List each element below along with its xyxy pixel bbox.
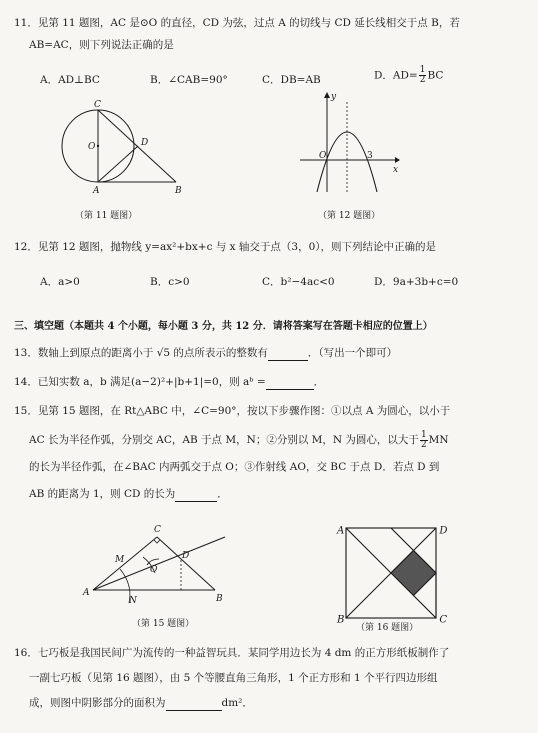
ray-ao: [93, 537, 225, 590]
label-o: O: [88, 142, 96, 152]
label-n: N: [129, 596, 137, 606]
q16-line2: 一副七巧板（见第 16 题图），由 5 个等腰直角三角形，1 个正方形和 1 个平行四边形组: [29, 672, 438, 684]
fig11-caption: （第 11 题图）: [75, 211, 138, 221]
q15-line2-tail: MN: [428, 434, 449, 446]
label-y: y: [331, 92, 337, 102]
q16-line3-text: 成，则图中阴影部分的面积为: [29, 697, 166, 709]
label-c: C: [439, 614, 448, 626]
q15-line4: [29, 487, 228, 502]
q15-fraction: [420, 431, 428, 450]
q11-option-d-fraction: [419, 66, 427, 85]
segment-ad: [98, 146, 138, 182]
q16-answer-blank[interactable]: [166, 696, 222, 711]
fig16-caption: （第 16 题图）: [356, 623, 419, 633]
section3-title: 三、填空题（本题共 4 个小题，每小题 3 分，共 12 分．请将答案写在答题卡相应的位置上）: [14, 321, 433, 332]
q15-line4-post: ．: [217, 488, 228, 500]
side-ac: [93, 537, 157, 590]
label-d: D: [182, 551, 190, 561]
q15-answer-blank[interactable]: [175, 487, 217, 502]
q12-option-b: B．c>0: [150, 276, 190, 288]
q15-line1: 15．见第 15 题图，在 Rt△ABC 中，∠C=90°，按以下步骤作图：①以点 A 为圆心，以小于: [14, 405, 451, 417]
figure-11: [60, 100, 200, 195]
right-angle-mark: [154, 540, 160, 543]
label-3: 3: [367, 151, 373, 161]
q11-line1: 11．见第 11 题图，AC 是⊙O 的直径，CD 为弦，过点 A 的切线与 CD 延长线相交于点 B，若: [14, 17, 460, 29]
q13-text-post: ．（写出一个即可）: [307, 347, 398, 359]
q13-line: [14, 346, 397, 361]
fig12-caption: （第 12 题图）: [318, 211, 381, 221]
shaded-square: [391, 551, 436, 596]
label-x: x: [393, 165, 399, 175]
q15-line2-text: AC 长为半径作弧，分别交 AC，AB 于点 M，N；②分别以 M，N 为圆心，以大于: [29, 434, 419, 446]
q12-option-c: C．b²−4ac<0: [262, 276, 335, 288]
q12-option-d: D．9a+3b+c=0: [374, 276, 459, 288]
segment-3: [414, 596, 437, 619]
label-o: O: [150, 565, 158, 575]
fig15-caption: （第 15 题图）: [132, 619, 195, 629]
label-b: B: [175, 186, 182, 196]
q15-line4-text: AB 的距离为 1，则 CD 的长为: [29, 488, 176, 500]
q11-option-d-label: D．AD=: [374, 69, 418, 82]
label-a: A: [337, 525, 345, 537]
label-a: A: [93, 186, 100, 196]
frac-den: 2: [419, 75, 426, 85]
q11-line2: AB=AC，则下列说法正确的是: [29, 39, 174, 51]
q14-line: [14, 375, 324, 390]
figure-12: [295, 92, 405, 197]
q12-line1: 12．见第 12 题图，抛物线 y=ax²+bx+c 与 x 轴交于点（3，0），则下列结论中正确的是: [14, 241, 437, 253]
label-d: D: [141, 138, 149, 148]
q15-line3: 的长为半径作弧，在∠BAC 内两弧交于点 O；③作射线 AO，交 BC 于点 D．若点 D 到: [29, 461, 440, 473]
q11-option-c: C．DB=AB: [262, 74, 321, 86]
frac-num: 1: [419, 65, 426, 75]
q16-line1: 16．七巧板是我国民间广为流传的一种益智玩具．某同学用边长为 4 dm 的正方形纸板制作了: [14, 647, 450, 659]
figure-15: [85, 515, 240, 605]
center-dot: [97, 145, 99, 147]
q14-text: 14．已知实数 a，b 满足(a−2)²+|b+1|=0，则 aᵇ =: [14, 376, 266, 388]
label-d: D: [439, 525, 448, 537]
q12-option-a: A．a>0: [40, 276, 80, 288]
label-m: M: [115, 555, 125, 565]
label-b: B: [216, 594, 223, 604]
q14-answer-blank[interactable]: [266, 375, 314, 390]
q16-line3-post: dm²．: [221, 697, 253, 709]
q13-answer-blank[interactable]: [268, 346, 308, 361]
frac-den: 2: [420, 439, 427, 450]
frac-num: 1: [420, 429, 427, 440]
label-b: B: [337, 614, 345, 626]
figure-16: [337, 525, 448, 626]
y-axis-arrow: [324, 92, 330, 98]
q13-text: 13．数轴上到原点的距离小于 √5 的点所表示的整数有: [14, 347, 268, 359]
half-diag-a: [346, 528, 391, 573]
label-c: C: [154, 525, 161, 535]
label-c: C: [94, 100, 101, 110]
q11-option-a: A．AD⊥BC: [40, 74, 100, 86]
q11-option-d: [374, 66, 443, 85]
q16-line3: [29, 696, 253, 711]
q15-line2: [29, 428, 449, 452]
q14-text-post: ．: [313, 376, 325, 388]
x-axis-arrow: [395, 157, 400, 163]
q11-option-b: B．∠CAB=90°: [150, 74, 228, 86]
label-a: A: [83, 588, 90, 598]
label-origin: O: [319, 151, 327, 161]
q11-option-d-tail: BC: [427, 69, 444, 82]
